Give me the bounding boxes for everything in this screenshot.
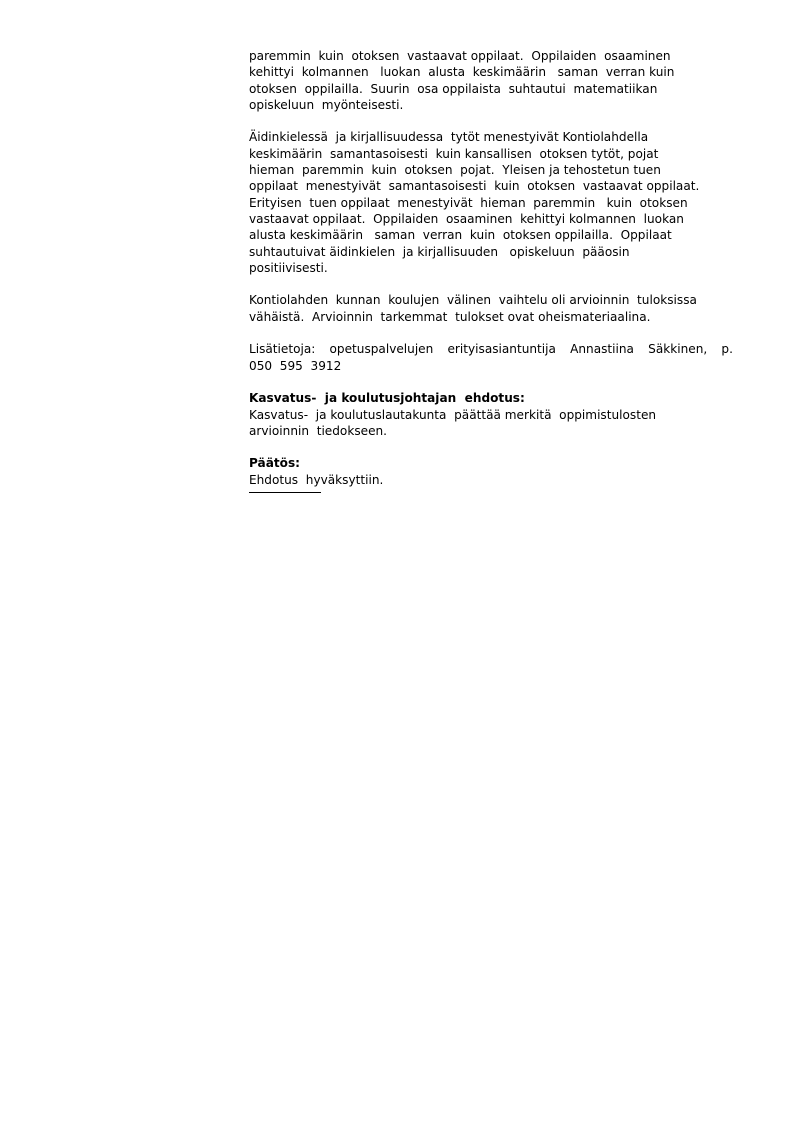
proposal-text: arvioinnin tiedokseen. (249, 423, 388, 438)
text-line: keskimäärin samantasoisesti kuin kansallisen otoksen tytöt, pojat (249, 146, 659, 161)
contact-word: Lisätietoja: (249, 342, 316, 357)
contact-word: opetuspalvelujen (329, 342, 434, 357)
decision-text: Ehdotus hyväksyttiin. (249, 472, 384, 487)
text-line: paremmin kuin otoksen vastaavat oppilaat. Oppilaiden osaaminen (249, 49, 671, 63)
text-line: kehittyi kolmannen luokan alusta keskimäärin saman verran kuin (249, 65, 675, 80)
decision-heading: Päätös: (249, 456, 300, 471)
contact-line (249, 341, 733, 357)
paragraph-math-results (249, 48, 733, 113)
proposal-text: Kasvatus- ja koulutuslautakunta päättää merkitä oppimistulosten (249, 407, 657, 422)
end-rule (249, 492, 321, 493)
proposal-heading: Kasvatus- ja koulutusjohtajan ehdotus: (249, 391, 525, 406)
text-line: Äidinkielessä ja kirjallisuudessa tytöt menestyivät Kontiolahdella (249, 130, 649, 145)
proposal-section (249, 390, 733, 439)
contact-info (249, 341, 733, 374)
contact-word: erityisasiantuntija (447, 342, 556, 357)
text-line: alusta keskimäärin saman verran kuin otoksen oppilailla. Oppilaat (249, 228, 672, 243)
text-line: otoksen oppilailla. Suurin osa oppilaista suhtautui matematiikan (249, 81, 658, 96)
text-line: Erityisen tuen oppilaat menestyivät hieman paremmin kuin otoksen (249, 195, 688, 210)
text-line: vähäistä. Arvioinnin tarkemmat tulokset ovat oheismateriaalina. (249, 309, 651, 324)
text-line: hieman paremmin kuin otoksen pojat. Yleisen ja tehostetun tuen (249, 163, 661, 178)
text-line: suhtautuivat äidinkielen ja kirjallisuuden opiskeluun pääosin (249, 244, 630, 259)
text-line: Kontiolahden kunnan koulujen välinen vaihtelu oli arvioinnin tuloksissa (249, 293, 697, 308)
document-page (249, 48, 733, 493)
contact-word: p. (721, 342, 733, 357)
text-line: positiivisesti. (249, 260, 328, 275)
phone-number: 050 595 3912 (249, 358, 342, 373)
text-line: vastaavat oppilaat. Oppilaiden osaaminen kehittyi kolmannen luokan (249, 211, 684, 226)
text-line: oppilaat menestyivät samantasoisesti kuin otoksen vastaavat oppilaat. (249, 179, 700, 194)
paragraph-literature-results (249, 129, 733, 276)
decision-section (249, 455, 733, 493)
contact-word: Annastiina (570, 342, 634, 357)
contact-word: Säkkinen, (648, 342, 708, 357)
paragraph-school-variation (249, 292, 733, 325)
text-line: opiskeluun myönteisesti. (249, 97, 404, 112)
